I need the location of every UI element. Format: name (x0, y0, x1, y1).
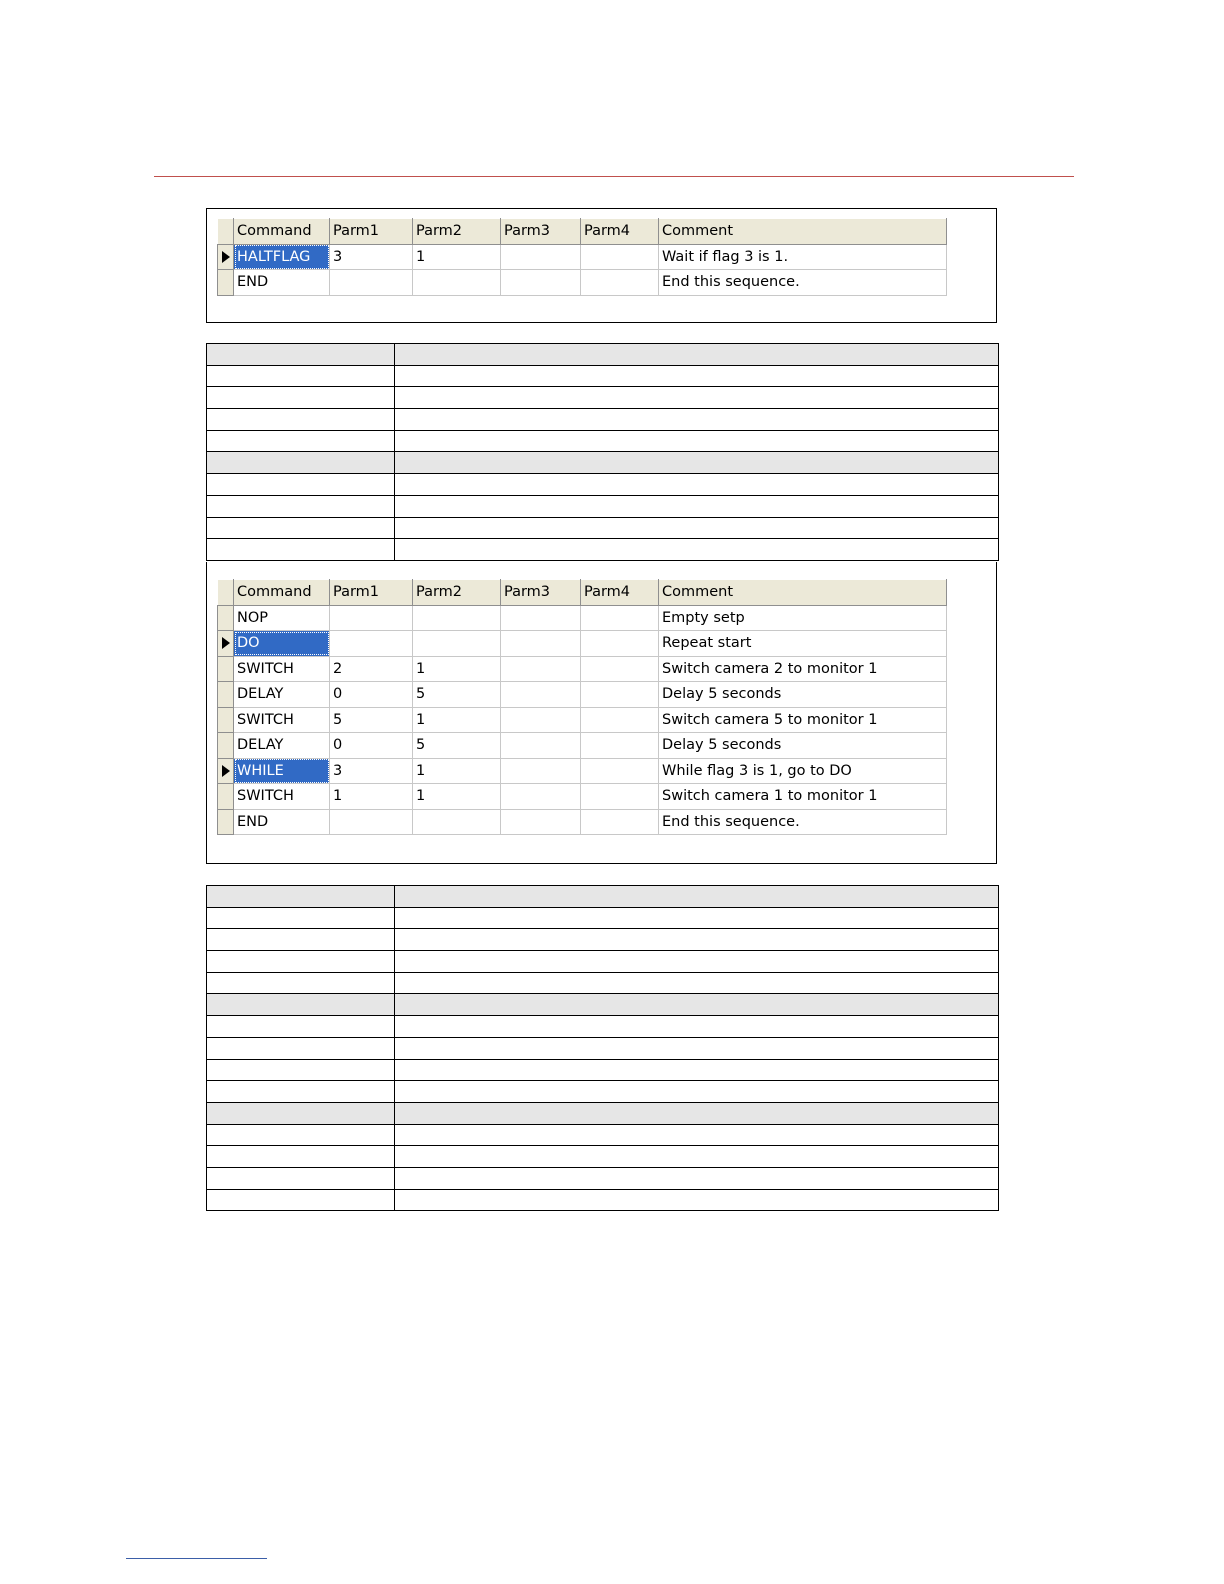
header-rule (154, 176, 1074, 177)
parm2-cell[interactable]: 5 (413, 682, 501, 708)
parm4-cell[interactable] (581, 605, 659, 631)
parm1-cell[interactable]: 0 (330, 733, 413, 759)
table-cell-left (207, 1081, 395, 1103)
grid-row[interactable] (218, 809, 947, 835)
table-row (207, 517, 999, 539)
parm3-cell[interactable] (501, 682, 581, 708)
parm1-cell[interactable] (330, 270, 413, 296)
parm2-cell[interactable] (413, 809, 501, 835)
sequence-grid-1 (217, 218, 947, 296)
parm3-cell[interactable] (501, 605, 581, 631)
table-cell-left (207, 929, 395, 951)
table-cell-right (395, 430, 999, 452)
command-cell[interactable]: NOP (234, 605, 330, 631)
table-cell-left (207, 409, 395, 431)
table-cell-left (207, 907, 395, 929)
table-cell-left (207, 1146, 395, 1168)
command-cell[interactable]: DELAY (234, 733, 330, 759)
column-header-comment[interactable]: Comment (659, 219, 947, 245)
footer-rule (126, 1558, 267, 1559)
grid-row[interactable] (218, 758, 947, 784)
row-header[interactable] (218, 809, 234, 835)
table-row (207, 1146, 999, 1168)
table-cell-right (395, 1016, 999, 1038)
table-row (207, 474, 999, 496)
table-row (207, 1059, 999, 1081)
parm2-cell[interactable]: 1 (413, 784, 501, 810)
parm2-cell[interactable]: 1 (413, 656, 501, 682)
parm3-cell[interactable] (501, 784, 581, 810)
row-header[interactable] (218, 244, 234, 270)
parm2-cell[interactable] (413, 605, 501, 631)
table-cell-right (395, 344, 999, 366)
comment-cell[interactable]: End this sequence. (659, 809, 947, 835)
command-cell[interactable]: SWITCH (234, 707, 330, 733)
table-cell-right (395, 1081, 999, 1103)
row-header[interactable] (218, 758, 234, 784)
parm1-cell[interactable]: 5 (330, 707, 413, 733)
table-cell-right (395, 1146, 999, 1168)
parm4-cell[interactable] (581, 758, 659, 784)
parm4-cell[interactable] (581, 631, 659, 657)
table-cell-right (395, 1037, 999, 1059)
row-header[interactable] (218, 707, 234, 733)
table-cell-left (207, 1102, 395, 1124)
table-cell-right (395, 951, 999, 973)
table-cell-left (207, 344, 395, 366)
row-header[interactable] (218, 784, 234, 810)
table-row (207, 1037, 999, 1059)
parm1-cell[interactable]: 3 (330, 758, 413, 784)
grid-row[interactable] (218, 784, 947, 810)
parm3-cell[interactable] (501, 758, 581, 784)
table-cell-left (207, 430, 395, 452)
table-row (207, 344, 999, 366)
table-row (207, 1081, 999, 1103)
column-header-parm4[interactable]: Parm4 (581, 219, 659, 245)
comment-cell[interactable]: Empty setp (659, 605, 947, 631)
table-row (207, 994, 999, 1016)
table-row (207, 430, 999, 452)
parm3-cell[interactable] (501, 733, 581, 759)
parm3-cell[interactable] (501, 244, 581, 270)
table-cell-left (207, 387, 395, 409)
comment-cell[interactable]: Switch camera 5 to monitor 1 (659, 707, 947, 733)
column-header-parm1[interactable]: Parm1 (330, 580, 413, 606)
table-cell-right (395, 409, 999, 431)
table-cell-right (395, 387, 999, 409)
table-cell-left (207, 517, 395, 539)
table-row (207, 972, 999, 994)
sequence-grid-2 (217, 579, 947, 835)
comment-cell[interactable]: End this sequence. (659, 270, 947, 296)
table-cell-left (207, 1189, 395, 1211)
table-row (207, 951, 999, 973)
table-cell-right (395, 1124, 999, 1146)
blank-table-2 (206, 885, 999, 1211)
table-row (207, 539, 999, 561)
command-cell[interactable]: SWITCH (234, 784, 330, 810)
table-row (207, 1167, 999, 1189)
table-cell-left (207, 1016, 395, 1038)
parm1-cell[interactable]: 0 (330, 682, 413, 708)
command-cell[interactable]: WHILE (234, 758, 330, 784)
comment-cell[interactable]: Wait if flag 3 is 1. (659, 244, 947, 270)
parm1-cell[interactable] (330, 631, 413, 657)
table-cell-right (395, 994, 999, 1016)
table-row (207, 409, 999, 431)
grid-row[interactable] (218, 733, 947, 759)
grid-row[interactable] (218, 631, 947, 657)
parm1-cell[interactable]: 3 (330, 244, 413, 270)
row-header[interactable] (218, 656, 234, 682)
table-cell-right (395, 517, 999, 539)
column-header-parm2[interactable]: Parm2 (413, 580, 501, 606)
command-cell[interactable]: END (234, 270, 330, 296)
comment-cell[interactable]: Repeat start (659, 631, 947, 657)
column-header-parm4[interactable]: Parm4 (581, 580, 659, 606)
table-cell-left (207, 1124, 395, 1146)
table-cell-right (395, 495, 999, 517)
table-cell-left (207, 1167, 395, 1189)
current-row-arrow-icon (222, 637, 230, 649)
comment-cell[interactable]: Delay 5 seconds (659, 682, 947, 708)
parm4-cell[interactable] (581, 682, 659, 708)
parm4-cell[interactable] (581, 784, 659, 810)
table-row (207, 1124, 999, 1146)
row-header[interactable] (218, 270, 234, 296)
row-header[interactable] (218, 733, 234, 759)
column-header-parm3[interactable]: Parm3 (501, 580, 581, 606)
comment-cell[interactable]: While flag 3 is 1, go to DO (659, 758, 947, 784)
column-header-parm1[interactable]: Parm1 (330, 219, 413, 245)
parm1-cell[interactable] (330, 809, 413, 835)
row-header[interactable] (218, 605, 234, 631)
grid-corner (218, 219, 234, 245)
table-cell-right (395, 1102, 999, 1124)
column-header-command[interactable]: Command (234, 580, 330, 606)
column-header-parm3[interactable]: Parm3 (501, 219, 581, 245)
parm3-cell[interactable] (501, 656, 581, 682)
table-cell-left (207, 994, 395, 1016)
table-cell-left (207, 951, 395, 973)
parm1-cell[interactable]: 1 (330, 784, 413, 810)
current-row-arrow-icon (222, 251, 230, 263)
column-header-comment[interactable]: Comment (659, 580, 947, 606)
table-cell-left (207, 539, 395, 561)
parm4-cell[interactable] (581, 656, 659, 682)
current-row-arrow-icon (222, 765, 230, 777)
parm4-cell[interactable] (581, 270, 659, 296)
table-cell-right (395, 972, 999, 994)
table-cell-left (207, 452, 395, 474)
grid-row[interactable] (218, 244, 947, 270)
table-cell-left (207, 972, 395, 994)
table-row (207, 1189, 999, 1211)
command-cell[interactable]: DO (234, 631, 330, 657)
table-row (207, 387, 999, 409)
table-cell-right (395, 474, 999, 496)
table-cell-right (395, 539, 999, 561)
command-cell[interactable]: END (234, 809, 330, 835)
grid-row[interactable] (218, 270, 947, 296)
table-cell-right (395, 452, 999, 474)
table-row (207, 365, 999, 387)
sequence-grid-screenshot-1 (206, 208, 997, 323)
command-cell[interactable]: SWITCH (234, 656, 330, 682)
table-cell-left (207, 886, 395, 908)
parm3-cell[interactable] (501, 270, 581, 296)
grid-row[interactable] (218, 682, 947, 708)
comment-cell[interactable]: Switch camera 1 to monitor 1 (659, 784, 947, 810)
parm2-cell[interactable]: 1 (413, 758, 501, 784)
parm2-cell[interactable]: 1 (413, 244, 501, 270)
table-cell-left (207, 1037, 395, 1059)
grid-row[interactable] (218, 656, 947, 682)
comment-cell[interactable]: Delay 5 seconds (659, 733, 947, 759)
table-cell-left (207, 495, 395, 517)
parm3-cell[interactable] (501, 631, 581, 657)
table-row (207, 886, 999, 908)
parm1-cell[interactable]: 2 (330, 656, 413, 682)
parm3-cell[interactable] (501, 707, 581, 733)
parm2-cell[interactable]: 5 (413, 733, 501, 759)
comment-cell[interactable]: Switch camera 2 to monitor 1 (659, 656, 947, 682)
row-header[interactable] (218, 631, 234, 657)
row-header[interactable] (218, 682, 234, 708)
column-header-parm2[interactable]: Parm2 (413, 219, 501, 245)
table-cell-right (395, 365, 999, 387)
table-row (207, 495, 999, 517)
grid-row[interactable] (218, 707, 947, 733)
sequence-grid-screenshot-2 (206, 562, 997, 864)
parm4-cell[interactable] (581, 707, 659, 733)
table-cell-left (207, 1059, 395, 1081)
table-cell-right (395, 1189, 999, 1211)
parm2-cell[interactable] (413, 631, 501, 657)
table-cell-left (207, 365, 395, 387)
parm4-cell[interactable] (581, 809, 659, 835)
table-cell-right (395, 1167, 999, 1189)
table-row (207, 1016, 999, 1038)
command-cell[interactable]: HALTFLAG (234, 244, 330, 270)
table-cell-right (395, 886, 999, 908)
parm2-cell[interactable]: 1 (413, 707, 501, 733)
column-header-command[interactable]: Command (234, 219, 330, 245)
table-row (207, 452, 999, 474)
table-row (207, 1102, 999, 1124)
table-cell-left (207, 474, 395, 496)
table-row (207, 907, 999, 929)
table-row (207, 929, 999, 951)
command-cell[interactable]: DELAY (234, 682, 330, 708)
grid-row[interactable] (218, 605, 947, 631)
parm1-cell[interactable] (330, 605, 413, 631)
table-cell-right (395, 929, 999, 951)
table-cell-right (395, 1059, 999, 1081)
parm4-cell[interactable] (581, 244, 659, 270)
parm3-cell[interactable] (501, 809, 581, 835)
parm2-cell[interactable] (413, 270, 501, 296)
parm4-cell[interactable] (581, 733, 659, 759)
table-cell-right (395, 907, 999, 929)
grid-corner (218, 580, 234, 606)
blank-table-1 (206, 343, 999, 561)
